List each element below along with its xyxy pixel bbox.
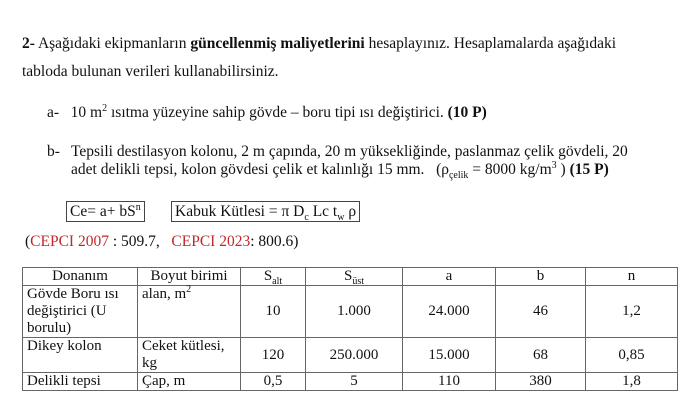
paren: (	[25, 233, 31, 250]
rho-value: = 8000 kg/m	[472, 161, 552, 178]
cell-donanim: Dikey kolon	[23, 338, 138, 373]
paren: )	[560, 161, 566, 178]
table-row	[23, 286, 678, 338]
cost-table	[22, 267, 678, 391]
intro-text: Aşağıdaki ekipmanların	[37, 35, 187, 52]
item-text: ısıtma yüzeyine sahip gövde – boru tipi ısı değiştirici.	[110, 104, 444, 121]
formula-kabuk	[171, 201, 360, 222]
cell-salt: 10	[241, 286, 306, 338]
cell-text: kg	[142, 355, 157, 371]
cepci-2007-value: : 509.7,	[112, 233, 160, 250]
cell-salt: 120	[241, 338, 306, 373]
item-a	[47, 104, 487, 122]
cell-donanim	[23, 286, 138, 338]
cell-text: Gövde Boru ısı	[27, 286, 119, 302]
item-b-label: b-	[47, 143, 60, 160]
cepci-2023-label: CEPCI 2023	[171, 233, 251, 250]
cell-n: 0,85	[586, 338, 678, 373]
subscript: alt	[272, 276, 283, 287]
item-text: adet delikli tepsi, kolon gövdesi çelik et kalınlığı 15 mm.	[71, 161, 425, 178]
cell-a: 15.000	[403, 338, 496, 373]
cell-sust: 1.000	[306, 286, 403, 338]
cell-donanim: Delikli tepsi	[23, 373, 138, 391]
subscript: üst	[352, 276, 364, 287]
cell-sust: 5	[306, 373, 403, 391]
cepci-line	[25, 233, 298, 251]
cell-b: 46	[496, 286, 586, 338]
header-text: S	[263, 268, 273, 284]
subscript: çelik	[448, 170, 469, 182]
table-row	[23, 338, 678, 373]
cell-birim	[138, 286, 241, 338]
cell-birim: Çap, m	[138, 373, 241, 391]
formula-ce	[66, 201, 145, 222]
subscript: c	[304, 212, 309, 224]
header-salt	[241, 268, 306, 286]
superscript: 3	[551, 159, 557, 171]
cell-text: Ceket kütlesi,	[142, 338, 225, 354]
formula-text: Lc t	[312, 203, 338, 220]
table-row	[23, 373, 678, 391]
header-n: n	[586, 268, 678, 286]
cell-text: alan, m	[142, 286, 187, 302]
cell-a: 110	[403, 373, 496, 391]
header-sust	[306, 268, 403, 286]
formula-text: Kabuk Kütlesi = π D	[175, 203, 305, 220]
cell-n: 1,2	[586, 286, 678, 338]
superscript: n	[135, 201, 141, 213]
subscript: w	[337, 212, 345, 224]
header-text: S	[343, 268, 353, 284]
cell-sust: 250.000	[306, 338, 403, 373]
cell-a: 24.000	[403, 286, 496, 338]
cell-text: borulu)	[27, 320, 72, 336]
points: (10 P)	[447, 104, 487, 121]
cell-b: 68	[496, 338, 586, 373]
points: (15 P)	[569, 161, 609, 178]
item-b-line-1: Tepsili destilasyon kolonu, 2 m çapında, 20 m yüksekliğinde, paslanmaz çelik gövdeli, 20	[71, 143, 628, 160]
table-header	[23, 268, 678, 286]
item-text: 10 m	[70, 104, 103, 121]
intro-text-2: hesaplayınız. Hesaplamalarda aşağıdaki	[368, 35, 617, 52]
cepci-2023-value: : 800.6)	[250, 233, 299, 250]
header-birim: Boyut birimi	[138, 268, 241, 286]
item-b-line-2	[71, 159, 609, 182]
rho: (ρ	[436, 161, 449, 178]
cell-text: değiştirici (U	[27, 303, 107, 319]
header-b: b	[496, 268, 586, 286]
item-label: a-	[47, 104, 60, 121]
superscript: 2	[102, 102, 108, 114]
formula-text: Ce= a+ bS	[70, 203, 136, 220]
header-donanim: Donanım	[23, 268, 138, 286]
cell-n: 1,8	[586, 373, 678, 391]
cell-salt: 0,5	[241, 373, 306, 391]
cepci-2007-label: CEPCI 2007	[30, 233, 109, 250]
formula-text: ρ	[348, 203, 357, 220]
header-a: a	[403, 268, 496, 286]
intro-bold: güncellenmiş maliyetlerini	[190, 35, 365, 52]
superscript: 2	[186, 284, 192, 295]
question-number: 2-	[22, 35, 35, 52]
question-line-2: tabloda bulunan verileri kullanabilirsiniz.	[22, 63, 279, 80]
cell-b: 380	[496, 373, 586, 391]
question-line-1	[22, 35, 616, 53]
cell-birim	[138, 338, 241, 373]
